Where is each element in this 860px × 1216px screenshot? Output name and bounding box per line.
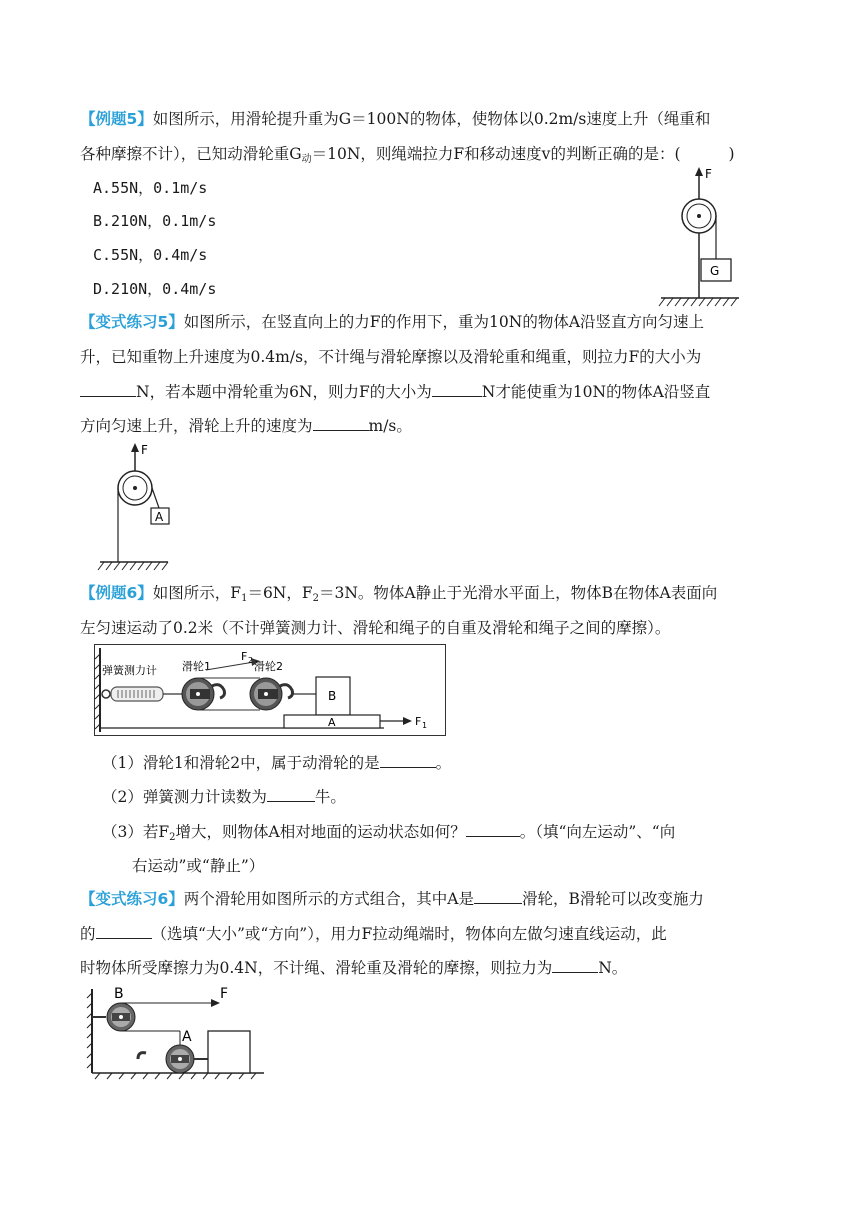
ex5-sub-dong: 动 (301, 154, 312, 165)
var6-text-1b: 滑轮，B滑轮可以改变施力 (522, 890, 704, 908)
ex6-text-1a: 如图所示，F (152, 584, 242, 602)
ex6-tag: 【例题6】 (80, 584, 153, 602)
ex5-option-a[interactable]: A.55N，0.1m/s (93, 179, 208, 197)
ex6-fig-block-a: A (328, 716, 336, 729)
var5-text-4a: 方向匀速上升，滑轮上升的速度为 (80, 417, 313, 435)
ex6-figure (94, 644, 446, 736)
ex5-option-c[interactable]: C.55N，0.4m/s (93, 246, 208, 264)
var6-blank-2[interactable] (96, 924, 152, 939)
var6-fig-label-a: A (182, 1029, 192, 1045)
var5-fig-block-label: A (155, 510, 164, 524)
var6-tag: 【变式练习6】 (80, 890, 184, 908)
var6-line-1 (80, 888, 704, 910)
ex6-q2-end: 牛。 (314, 788, 346, 806)
var5-line-3 (80, 381, 710, 403)
ex5-text-2a: 各种摩擦不计），已知动滑轮重G (80, 145, 302, 163)
ex6-sub-2: 2 (312, 593, 319, 604)
ex5-line-2 (80, 143, 735, 171)
ex5-option-b[interactable]: B.210N，0.1m/s (93, 212, 217, 230)
ex6-fig-meter-label: 弹簧测力计 (102, 664, 157, 677)
var6-text-2a: 的 (80, 925, 96, 943)
var6-fig-label-f: F (220, 986, 229, 1002)
var5-line-4 (80, 415, 412, 437)
ex6-text-1c: ＝3N。物体A静止于光滑水平面上，物体B在物体A表面向 (319, 584, 718, 602)
ex6-fig-f1-sub: 1 (422, 721, 428, 730)
var6-line-3 (80, 957, 627, 979)
var5-blank-2[interactable] (432, 382, 482, 397)
var6-line-2 (80, 923, 667, 945)
var6-text-1a: 两个滑轮用如图所示的方式组合，其中A是 (183, 890, 474, 908)
ex6-q1-end: 。 (435, 754, 452, 772)
ex6-text-1b: ＝6N，F (247, 584, 313, 602)
ex5-fig-block-label: G (710, 264, 720, 278)
ex6-text-2: 左匀速运动了0.2米（不计弹簧测力计、滑轮和绳子的自重及滑轮和绳子之间的摩擦）。 (80, 619, 671, 637)
ex6-q3-text-c: 。（填“向左运动”、“向 (519, 823, 676, 841)
var5-line-2 (80, 346, 701, 368)
var6-text-3a: 时物体所受摩擦力为0.4N，不计绳、滑轮重及滑轮的摩擦，则拉力为 (80, 959, 553, 977)
var5-text-2: 升，已知重物上升速度为0.4m/s，不计绳与滑轮摩擦以及滑轮重和绳重，则拉力F的大小为 (80, 348, 702, 366)
ex6-q1 (102, 752, 451, 774)
ex6-fig-f2-sub: 2 (248, 656, 254, 665)
ex6-fig-pulley1-label: 滑轮1 (182, 660, 211, 673)
ex6-q3-text-b: 增大，则物体A相对地面的运动状态如何？ (175, 823, 466, 841)
var5-fig-force-label: F (141, 443, 148, 457)
ex5-pulley-figure (655, 164, 755, 312)
ex5-option-d[interactable]: D.210N，0.4m/s (93, 280, 217, 298)
var5-pulley-figure (96, 440, 196, 576)
ex5-line-1 (80, 108, 710, 130)
var5-text-1: 如图所示，在竖直向上的力F的作用下，重为10N的物体A沿竖直方向匀速上 (183, 313, 705, 331)
ex6-q3-blank[interactable] (466, 822, 520, 837)
ex5-text-1: 如图所示，用滑轮提升重为G＝100N的物体，使物体以0.2m/s速度上升（绳重和 (152, 110, 711, 128)
var6-fig-label-b: B (114, 986, 124, 1002)
ex5-text-2b: ＝10N，则绳端拉力F和移动速度v的判断正确的是：( (311, 145, 681, 163)
ex6-fig-block-b: B (328, 689, 337, 703)
ex6-q2-blank[interactable] (267, 787, 315, 802)
ex6-fig-pulley2-label: 滑轮2 (254, 660, 283, 673)
ex6-fig-f1-label: F (415, 715, 422, 728)
var5-blank-1[interactable] (80, 382, 136, 397)
var5-blank-3[interactable] (313, 416, 369, 431)
ex6-q2-text: （2）弹簧测力计读数为 (102, 788, 267, 806)
ex6-q2 (102, 786, 346, 808)
var5-text-4b: m/s。 (368, 417, 412, 435)
var6-blank-1[interactable] (474, 889, 522, 904)
ex6-line-1 (80, 582, 717, 610)
ex6-q3-text-d: 右运动”或“静止”） (132, 857, 265, 875)
ex6-fig-f2-label: F (241, 650, 248, 663)
var5-text-3b: N才能使重为10N的物体A沿竖直 (481, 383, 711, 401)
ex6-sub-1: 1 (241, 593, 248, 604)
ex6-q1-blank[interactable] (380, 753, 436, 768)
ex5-text-2c: ) (728, 145, 735, 163)
var5-line-1 (80, 311, 704, 333)
ex5-fig-force-label: F (705, 167, 712, 181)
ex6-q1-text: （1）滑轮1和滑轮2中，属于动滑轮的是 (102, 754, 380, 772)
var6-text-2b: （选填“大小”或“方向”），用力F拉动绳端时，物体向左做匀速直线运动，此 (151, 925, 667, 943)
ex6-q3-text-a: （3）若F (102, 823, 170, 841)
var5-tag: 【变式练习5】 (80, 313, 184, 331)
ex6-q3 (102, 821, 675, 849)
var6-blank-3[interactable] (552, 958, 598, 973)
ex6-q3-line-2 (132, 855, 264, 877)
var6-figure (84, 985, 270, 1083)
var6-text-3b: N。 (598, 959, 628, 977)
ex6-q3-sub: 2 (169, 832, 176, 843)
ex5-tag: 【例题5】 (80, 110, 153, 128)
var5-text-3a: N，若本题中滑轮重为6N，则力F的大小为 (136, 383, 432, 401)
ex6-line-2 (80, 617, 670, 639)
